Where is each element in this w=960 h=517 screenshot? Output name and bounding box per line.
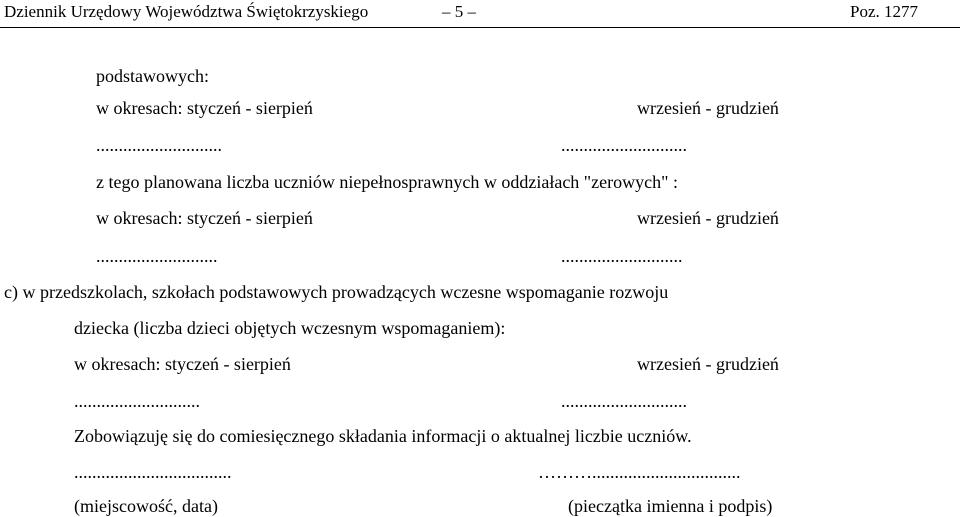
periods-label-right: wrzesień - grudzień	[637, 354, 779, 374]
zerowych-heading: z tego planowana liczba uczniów niepełnosprawnych w oddziałach "zerowych" :	[96, 172, 678, 192]
commitment-statement: Zobowiązuję się do comiesięcznego składania informacji o aktualnej liczbie uczniów.	[74, 426, 692, 446]
place-date-label: (miejscowość, data)	[74, 496, 218, 516]
stamp-signature-label: (pieczątka imienna i podpis)	[568, 496, 773, 516]
fill-in-dots-left: ............................	[74, 391, 200, 411]
periods-label-left: w okresach: styczeń - sierpień	[96, 208, 313, 228]
fill-in-dots-right: ............................	[561, 391, 687, 411]
position-number: Poz. 1277	[850, 2, 918, 21]
fill-in-dots-right: ............................	[561, 135, 687, 155]
periods-label-left: w okresach: styczeń - sierpień	[96, 98, 313, 118]
fill-in-dots-left: ...........................	[96, 246, 218, 266]
periods-label-right: wrzesień - grudzień	[637, 98, 779, 118]
section-heading-podstawowych: podstawowych:	[96, 66, 209, 86]
section-c-line1: c) w przedszkolach, szkołach podstawowych prowadzących wczesne wspomaganie rozwoju	[4, 282, 669, 302]
fill-in-dots-right: ...........................	[561, 246, 683, 266]
section-c-line2: dziecka (liczba dzieci objętych wczesnym wspomaganiem):	[74, 318, 506, 338]
periods-label-right: wrzesień - grudzień	[637, 208, 779, 228]
journal-title: Dziennik Urzędowy Województwa Świętokrzyskiego	[4, 2, 369, 21]
fill-in-dots-left: ............................	[96, 135, 222, 155]
header-divider	[0, 27, 960, 28]
periods-label-left: w okresach: styczeń - sierpień	[74, 354, 291, 374]
signature-dots-right: ……….................................	[538, 462, 741, 482]
signature-dots-left: ...................................	[74, 462, 232, 482]
page-header	[0, 0, 960, 26]
page-number: – 5 –	[442, 2, 476, 21]
